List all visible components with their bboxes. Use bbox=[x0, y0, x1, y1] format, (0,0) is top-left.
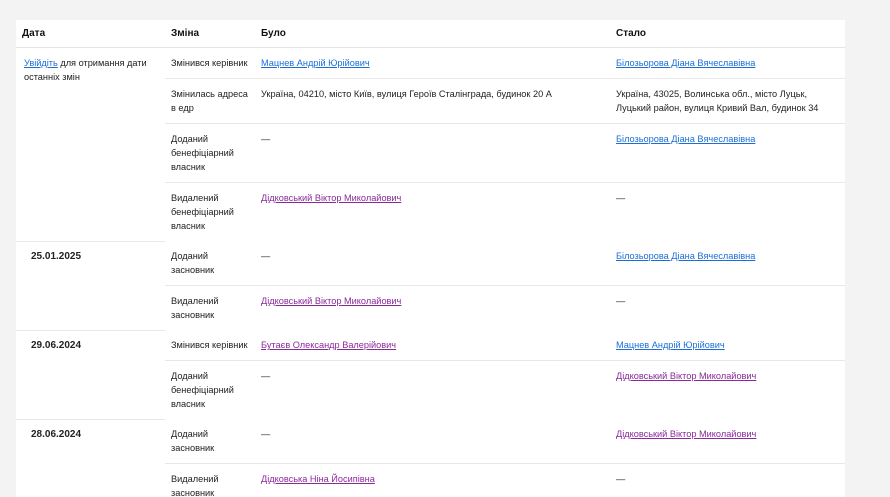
value-before-cell bbox=[255, 183, 610, 242]
value-after-cell bbox=[610, 361, 845, 420]
changes-table bbox=[16, 20, 845, 497]
value-before-cell bbox=[255, 464, 610, 497]
change-type: Змінився керівник bbox=[171, 58, 248, 68]
changes-panel bbox=[16, 20, 845, 497]
column-header-change: Зміна bbox=[165, 20, 255, 48]
table-header-row bbox=[16, 20, 845, 48]
change-date: 29.06.2024 bbox=[16, 330, 165, 419]
value-before-cell bbox=[255, 79, 610, 124]
person-link[interactable]: Дідковський Віктор Миколайович bbox=[261, 296, 402, 306]
person-link[interactable]: Бутаєв Олександр Валерійович bbox=[261, 340, 397, 350]
value-before-cell bbox=[255, 330, 610, 361]
table-row bbox=[16, 330, 845, 361]
person-link[interactable]: Дідковський Віктор Миколайович bbox=[261, 193, 402, 203]
change-type: Видалений бенефіціарний власник bbox=[165, 183, 255, 242]
value-before-cell bbox=[255, 241, 610, 286]
changes-table-body bbox=[16, 48, 845, 497]
person-link[interactable]: Мацнев Андрій Юрійович bbox=[616, 340, 725, 350]
value-before-cell bbox=[255, 48, 610, 79]
table-row bbox=[16, 48, 845, 79]
login-prompt-text: для отримання дати останніх змін bbox=[24, 58, 147, 82]
value-after-cell bbox=[610, 48, 845, 79]
change-type: Доданий засновник bbox=[171, 251, 215, 275]
value-text: — bbox=[261, 371, 271, 381]
column-header-date: Дата bbox=[16, 20, 165, 48]
value-after-cell bbox=[610, 241, 845, 286]
person-link[interactable]: Мацнев Андрій Юрійович bbox=[261, 58, 370, 68]
value-text: Україна, 04210, місто Київ, вулиця Героїв Сталінграда, будинок 20 А bbox=[261, 89, 552, 99]
value-text: — bbox=[616, 474, 626, 484]
login-prompt-cell bbox=[16, 48, 165, 242]
change-type: Видалений засновник bbox=[165, 464, 255, 497]
value-after-cell bbox=[610, 124, 845, 183]
change-type: Видалений засновник bbox=[165, 286, 255, 331]
value-text: Україна, 43025, Волинська обл., місто Луцьк, Луцький район, вулиця Кривий Вал, будинок 34 bbox=[616, 89, 819, 113]
person-link[interactable]: Дідковська Ніна Йосипівна bbox=[261, 474, 375, 484]
change-type: Доданий бенефіціарний власник bbox=[165, 361, 255, 420]
value-after-cell bbox=[610, 419, 845, 464]
value-text: — bbox=[616, 296, 626, 306]
value-text: — bbox=[261, 134, 271, 144]
value-before-cell bbox=[255, 361, 610, 420]
change-type: Змінився керівник bbox=[171, 340, 248, 350]
person-link[interactable]: Дідковський Віктор Миколайович bbox=[616, 429, 757, 439]
change-type: Доданий засновник bbox=[171, 429, 215, 453]
value-text: — bbox=[261, 429, 271, 439]
value-after-cell bbox=[610, 464, 845, 497]
login-link[interactable]: Увійдіть bbox=[24, 58, 58, 68]
value-before-cell bbox=[255, 124, 610, 183]
person-link[interactable]: Дідковський Віктор Миколайович bbox=[616, 371, 757, 381]
value-after-cell bbox=[610, 330, 845, 361]
column-header-after: Стало bbox=[610, 20, 845, 48]
value-text: — bbox=[261, 251, 271, 261]
change-date: 28.06.2024 bbox=[16, 419, 165, 497]
person-link[interactable]: Білозьорова Діана Вячеславівна bbox=[616, 134, 756, 144]
column-header-before: Було bbox=[255, 20, 610, 48]
person-link[interactable]: Білозьорова Діана Вячеславівна bbox=[616, 251, 756, 261]
value-before-cell bbox=[255, 286, 610, 331]
table-row bbox=[16, 419, 845, 464]
value-after-cell bbox=[610, 79, 845, 124]
value-after-cell bbox=[610, 183, 845, 242]
table-row bbox=[16, 241, 845, 286]
value-text: — bbox=[616, 193, 626, 203]
value-before-cell bbox=[255, 419, 610, 464]
change-type: Змінилась адреса в едр bbox=[165, 79, 255, 124]
person-link[interactable]: Білозьорова Діана Вячеславівна bbox=[616, 58, 756, 68]
change-type: Доданий бенефіціарний власник bbox=[165, 124, 255, 183]
change-date: 25.01.2025 bbox=[16, 241, 165, 330]
value-after-cell bbox=[610, 286, 845, 331]
